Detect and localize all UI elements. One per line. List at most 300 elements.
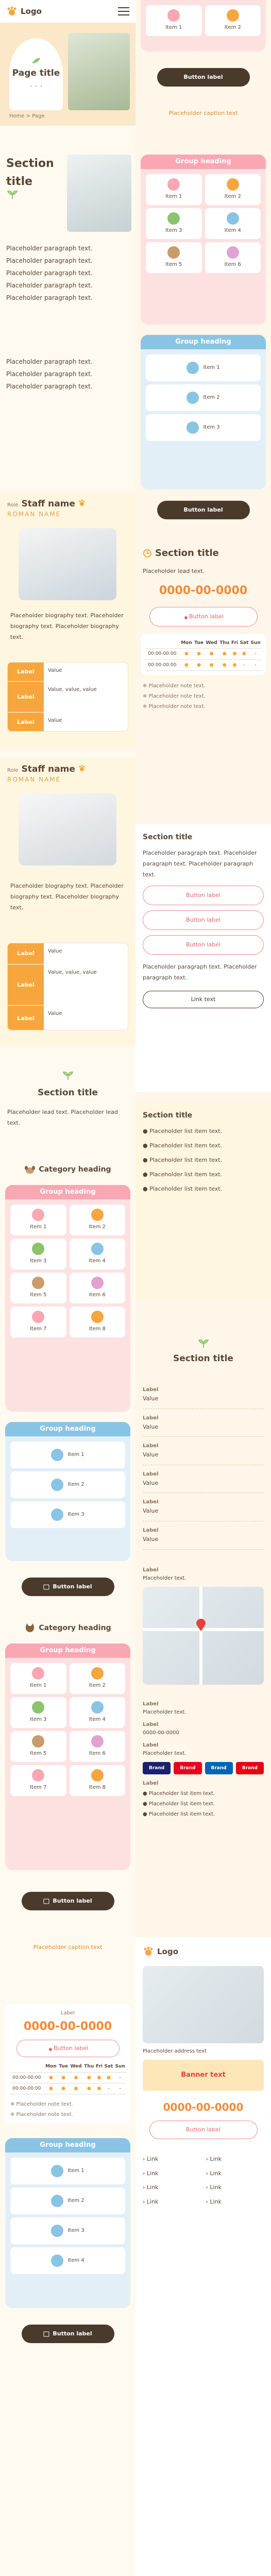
visit-item: ● Placeholder list item text. [143, 1128, 223, 1135]
reserve-button[interactable]: Button label [22, 1578, 114, 1596]
subject-label: Item 5 [30, 1751, 47, 1756]
table-cell: ● [69, 2083, 83, 2094]
emergency-button[interactable] [143, 935, 264, 955]
subject-label: Item 2 [224, 194, 241, 199]
subject-label: Item 2 [224, 25, 241, 30]
subject-item[interactable] [70, 1307, 126, 1337]
prevent-label: Item 2 [67, 1482, 84, 1487]
breadcrumb: Home > Page [9, 113, 45, 119]
footer-link[interactable]: › Link [143, 2184, 159, 2191]
table-cell: ● [180, 659, 193, 670]
overview-row [143, 1437, 264, 1465]
subjects-title: Section title [38, 1087, 98, 1098]
dog-prevent-box [5, 1422, 130, 1561]
emergency-link[interactable]: Link text [143, 991, 264, 1008]
cta-bubble: Placeholder caption text [168, 110, 238, 116]
pay-brands [143, 1762, 264, 1774]
bottom-left-contact [5, 2004, 130, 2123]
bl-prevent-head: Group heading [5, 2138, 130, 2153]
table-header: Wed [69, 2061, 83, 2072]
overview-row [143, 1409, 264, 1437]
pay-brand: Brand [174, 1762, 201, 1774]
cat-medical-head: Group heading [5, 1643, 130, 1658]
other-item: ● Placeholder list item text. [143, 1791, 215, 1797]
bl-prevent-list [5, 2153, 130, 2279]
table-cell: 00:00-00:00 [9, 2072, 44, 2083]
profile-label: Label [8, 682, 44, 712]
policy-title: Section title [6, 157, 54, 189]
note-item: ※ Placeholder note text. [10, 2112, 73, 2118]
staff-1-profile-table [7, 662, 128, 732]
access-label: Label [143, 1567, 159, 1573]
sprout-icon [6, 191, 19, 199]
footer-address: Placeholder address text [143, 2048, 207, 2054]
prevent-item[interactable] [10, 1501, 125, 1528]
hours-title: Section title [155, 548, 219, 558]
tel-label: Label [61, 2010, 75, 2016]
table-cell: ● [180, 649, 193, 659]
note-item: ※ Placeholder note text. [143, 693, 206, 699]
dog-reserve-wrap [0, 1571, 136, 1602]
footer-link[interactable]: › Link [206, 2184, 222, 2191]
profile-label: Label [8, 663, 44, 681]
subject-icon [32, 1311, 44, 1323]
subject-item[interactable] [10, 1205, 66, 1235]
prevent-label: Item 2 [67, 2198, 84, 2204]
prevent-label: Item 1 [67, 2168, 84, 2174]
footer-link[interactable]: › Link [206, 2156, 222, 2162]
subject-item[interactable] [70, 1697, 126, 1728]
clinic-photo [67, 155, 131, 232]
table-cell: ● [44, 2083, 58, 2094]
table-cell: ● [239, 649, 250, 659]
bottom-left-cta [0, 1942, 136, 2004]
r-prevent-head: Group heading [141, 335, 266, 349]
other-label: Label [143, 1781, 159, 1786]
subject-icon [32, 1243, 44, 1255]
table-cell: ● [193, 659, 205, 670]
footer-logo[interactable]: Logo [136, 1937, 271, 1966]
subject-item[interactable] [70, 1205, 126, 1235]
logo-text: Logo [21, 7, 42, 16]
footer-link[interactable]: › Link [206, 2198, 222, 2205]
hours-section [136, 546, 271, 814]
sprout-icon [136, 1340, 271, 1352]
prevent-icon [187, 421, 199, 434]
r-medical-head: Group heading [141, 155, 266, 169]
overview-head [136, 1319, 271, 1381]
staff-1-role: Role [7, 502, 19, 508]
subject-icon [167, 212, 180, 225]
subjects-lead: Placeholder lead text. Placeholder lead text. [7, 1108, 118, 1126]
profile-label: Label [8, 964, 44, 1005]
access-map[interactable] [143, 1587, 264, 1685]
dog-medical-head: Group heading [5, 1185, 130, 1199]
table-header: Sun [249, 638, 262, 649]
subject-item[interactable] [70, 1731, 126, 1762]
subject-label: Item 2 [89, 1224, 106, 1230]
staff-card-2 [0, 757, 136, 1046]
note-item: ※ Placeholder note text. [143, 683, 206, 689]
table-header: Thu [83, 2061, 95, 2072]
policy-body: Placeholder paragraph text. Placeholder paragraph text. Placeholder paragraph text. Placeholder paragraph text. Placeholder paragraph text. [6, 245, 93, 301]
hours-table [9, 2061, 126, 2094]
subject-label: Item 1 [165, 194, 182, 199]
info-block [136, 1700, 271, 1917]
overview-value: Value [143, 1507, 159, 1515]
web-reserve-button[interactable]: Button label [16, 2040, 120, 2057]
web-reserve-button[interactable]: Button label [149, 607, 258, 626]
footer-links [136, 2144, 271, 2216]
staff-2-name: Staff name [21, 764, 75, 774]
footer [136, 1937, 271, 2576]
staff-2-photo [19, 793, 116, 866]
subject-label: Item 6 [89, 1292, 106, 1298]
paw-icon [78, 499, 86, 506]
bl-reserve-wrap [0, 2318, 136, 2349]
calendar-icon [43, 1898, 49, 1904]
prevent-label: Item 1 [203, 365, 220, 370]
prevent-item[interactable] [146, 414, 261, 441]
overview-label: Label [143, 1387, 159, 1393]
subject-icon [227, 178, 239, 191]
table-cell: - [104, 2083, 114, 2094]
emergency-button[interactable] [143, 910, 264, 930]
subject-label: Item 8 [89, 1785, 106, 1790]
subject-label: Item 1 [165, 25, 182, 30]
profile-value: Value, value, value [48, 970, 97, 975]
subject-item[interactable] [70, 1765, 126, 1796]
emergency-button-label: Button label [186, 941, 221, 948]
subject-icon [227, 212, 239, 225]
prevent-item[interactable] [10, 2247, 125, 2274]
subject-label: Item 5 [165, 262, 182, 267]
table-header: Fri [230, 638, 239, 649]
prevent-icon [51, 2225, 63, 2237]
subject-icon [227, 9, 239, 22]
emergency-title: Section title [143, 833, 193, 841]
staff-1-photo [19, 528, 116, 600]
dog-heading [0, 1159, 136, 1180]
other-item: ● Placeholder list item text. [143, 1811, 215, 1817]
reserve-button[interactable]: Button label [22, 1892, 114, 1910]
emergency-buttons [136, 886, 271, 955]
leaf-icon [31, 57, 41, 64]
prevent-label: Item 3 [67, 1512, 84, 1517]
subject-item[interactable] [70, 1273, 126, 1303]
site-logo[interactable] [6, 5, 42, 18]
dog-icon [24, 1165, 36, 1174]
subject-label: Item 4 [89, 1717, 106, 1722]
profile-value: Value [48, 948, 62, 954]
parking-label: Label [143, 1701, 159, 1707]
reserve-button[interactable]: Button label [22, 2325, 114, 2343]
hours-lead: Placeholder lead text. [143, 567, 205, 574]
subject-label: Item 4 [89, 1258, 106, 1264]
subject-item[interactable] [10, 1307, 66, 1337]
emergency-section [136, 824, 271, 1092]
cat-icon [24, 1623, 36, 1633]
profile-value: Value, value, value [48, 687, 97, 692]
table-cell: ● [193, 649, 205, 659]
overview-row [143, 1521, 264, 1550]
subject-item[interactable] [10, 1731, 66, 1762]
subject-item[interactable] [205, 5, 261, 36]
subject-item[interactable] [10, 1239, 66, 1269]
hours-notes [136, 680, 271, 715]
prevent-label: Item 3 [67, 2228, 84, 2233]
table-header: Wed [205, 638, 218, 649]
table-cell: - [114, 2072, 126, 2083]
right-column [136, 0, 271, 2576]
overview-value: Value [143, 1451, 159, 1459]
footer-web-button[interactable]: Button label [149, 2121, 258, 2139]
overview-value: Value [143, 1535, 159, 1543]
subject-label: Item 6 [224, 262, 241, 267]
staff-card-1 [0, 492, 136, 750]
cat-heading [0, 1618, 136, 1638]
subject-icon [91, 1209, 104, 1221]
overview-label: Label [143, 1499, 159, 1505]
emergency-body-2: Placeholder paragraph text. Placeholder paragraph text. [143, 963, 257, 981]
table-header: Mon [180, 638, 193, 649]
table-cell: ● [218, 649, 230, 659]
subject-label: Item 2 [89, 1683, 106, 1688]
visit-item: ● Placeholder list item text. [143, 1171, 223, 1178]
pay-brand: Brand [205, 1762, 233, 1774]
footer-link[interactable]: › Link [143, 2198, 159, 2205]
subject-icon [91, 1243, 104, 1255]
hours-table [145, 638, 262, 671]
table-cell: ● [205, 649, 218, 659]
r-bubble [136, 98, 271, 155]
prevent-item[interactable] [10, 2217, 125, 2244]
subject-label: Item 6 [89, 1751, 106, 1756]
sprout-icon [0, 1072, 136, 1084]
prevent-icon [51, 1509, 63, 1521]
hours-notes [5, 2098, 130, 2123]
cat-reserve-wrap [0, 1886, 136, 1917]
table-cell: ● [58, 2083, 69, 2094]
subject-label: Item 7 [30, 1785, 47, 1790]
hours-card [141, 634, 266, 675]
table-cell: - [249, 649, 262, 659]
emergency-body: Placeholder paragraph text. Placeholder paragraph text. Placeholder paragraph text. [143, 850, 257, 878]
profile-value: Value [48, 1011, 62, 1016]
subject-label: Item 4 [224, 228, 241, 233]
table-header [9, 2061, 44, 2072]
overview-value: Value [143, 1479, 159, 1486]
staff-1-name: Staff name [21, 499, 75, 509]
table-header [145, 638, 180, 649]
subject-icon [91, 1769, 104, 1782]
table-cell: ● [95, 2072, 103, 2083]
prevent-item[interactable] [10, 1471, 125, 1498]
prevent-item[interactable] [146, 354, 261, 381]
emergency-button-label: Button label [186, 892, 221, 899]
pay-brand: Brand [143, 1762, 171, 1774]
parking-text: Placeholder text. [143, 1709, 187, 1715]
table-header: Tue [193, 638, 205, 649]
subject-item[interactable] [10, 1697, 66, 1728]
overview-list [136, 1381, 271, 1566]
map-pin-icon [196, 1619, 206, 1631]
subjects-intro [0, 1061, 136, 1154]
overview-label: Label [143, 1527, 159, 1533]
phone-text: 0000-00-0000 [143, 1730, 179, 1736]
pay-label: Label [143, 1742, 159, 1748]
footer-map[interactable] [143, 1966, 264, 2043]
table-cell: - [249, 659, 262, 670]
subject-label: Item 3 [165, 228, 182, 233]
subject-icon [91, 1277, 104, 1289]
subject-item[interactable] [205, 174, 261, 205]
table-cell: ● [69, 2072, 83, 2083]
hero-title-badge: Page title ・・・ [9, 38, 63, 110]
reserve-button[interactable]: Button label [157, 68, 250, 87]
tel-number[interactable]: 0000-00-0000 [23, 2020, 112, 2033]
prevent-item[interactable] [10, 2188, 125, 2214]
subject-item[interactable] [10, 1663, 66, 1694]
subject-icon [91, 1735, 104, 1748]
policy-section [0, 155, 136, 443]
cta-bubble: Placeholder caption text [33, 1944, 103, 1951]
subject-item[interactable] [146, 242, 202, 273]
dog-medical-box [5, 1185, 130, 1412]
prevent-icon [51, 1479, 63, 1491]
tel-number[interactable]: 0000-00-0000 [159, 584, 248, 597]
overview-label: Label [143, 1471, 159, 1477]
overview-label: Label [143, 1415, 159, 1421]
prevent-label: Item 4 [67, 2258, 84, 2263]
cat-medical-box [5, 1643, 130, 1870]
r-reserve-wrap [136, 62, 271, 93]
other-item: ● Placeholder list item text. [143, 1801, 215, 1807]
dog-medical-grid [5, 1199, 130, 1343]
footer-link[interactable]: › Link [143, 2156, 159, 2162]
table-header: Sat [239, 638, 250, 649]
footer-link[interactable]: › Link [143, 2170, 159, 2177]
emergency-button[interactable] [143, 886, 264, 905]
paw-logo-icon [143, 1946, 154, 1957]
visit-item: ● Placeholder list item text. [143, 1185, 223, 1192]
r-prevent-box [141, 335, 266, 489]
subject-icon [167, 178, 180, 191]
subject-icon [32, 1701, 44, 1714]
subject-item[interactable] [10, 1273, 66, 1303]
subject-item[interactable] [10, 1765, 66, 1796]
table-header: Thu [218, 638, 230, 649]
table-cell: ● [58, 2072, 69, 2083]
subject-item[interactable] [70, 1239, 126, 1269]
subject-icon [32, 1667, 44, 1680]
profile-label: Label [8, 1006, 44, 1030]
prevent-icon [51, 2165, 63, 2177]
footer-link[interactable]: › Link [206, 2170, 222, 2177]
calendar-icon [43, 2331, 49, 2337]
access-block [136, 1566, 271, 1695]
reserve-button[interactable]: Button label [157, 501, 250, 519]
profile-value: Value [48, 718, 62, 723]
hero-title: Page title [12, 68, 60, 79]
footer-banner[interactable]: Banner text [143, 2060, 264, 2091]
table-cell: - [239, 659, 250, 670]
table-cell: 00:00-00:00 [145, 649, 180, 659]
subject-label: Item 1 [30, 1224, 47, 1230]
subject-icon [32, 1277, 44, 1289]
subject-item[interactable] [70, 1663, 126, 1694]
subject-label: Item 8 [89, 1326, 106, 1332]
table-header: Sun [114, 2061, 126, 2072]
dog-title: Category heading [39, 1165, 111, 1174]
prevent-icon [51, 1449, 63, 1461]
staff-2-photo-frame [19, 793, 116, 866]
profile-label: Label [8, 713, 44, 732]
subject-item[interactable] [146, 208, 202, 239]
table-cell: ● [83, 2083, 95, 2094]
r-top-grid [141, 0, 266, 52]
prevent-icon [51, 2255, 63, 2267]
subject-label: Item 7 [30, 1326, 47, 1332]
paw-logo-icon [6, 6, 18, 17]
overview-title: Section title [173, 1353, 233, 1364]
hero-section [0, 23, 136, 126]
subject-item[interactable] [205, 208, 261, 239]
paw-icon [183, 614, 189, 620]
overview-row [143, 1493, 264, 1521]
prevent-item[interactable] [10, 2158, 125, 2184]
prevent-icon [51, 2195, 63, 2207]
paw-icon [78, 765, 86, 772]
table-header: Mon [44, 2061, 58, 2072]
note-item: ※ Placeholder note text. [10, 2102, 73, 2108]
staff-1-roman: ROMAN NAME [7, 511, 61, 518]
subject-item[interactable] [146, 5, 202, 36]
staff-1-photo-frame [19, 528, 116, 600]
visit-section [136, 1103, 271, 1298]
prevent-item[interactable] [10, 1442, 125, 1468]
table-header: Sat [104, 2061, 114, 2072]
hamburger-icon[interactable] [118, 7, 129, 16]
emergency-button-label: Button label [186, 917, 221, 924]
overview-value: Value [143, 1423, 159, 1430]
cat-medical-grid [5, 1658, 130, 1801]
subject-icon [32, 1209, 44, 1221]
visit-title: Section title [143, 1111, 193, 1120]
visit-list [136, 1121, 271, 1199]
table-cell: ● [95, 2083, 103, 2094]
pay-brand: Brand [236, 1762, 264, 1774]
subject-icon [91, 1311, 104, 1323]
hero-photo [68, 33, 130, 110]
subject-item[interactable] [205, 242, 261, 273]
subject-label: Item 3 [30, 1717, 47, 1722]
table-cell: ● [230, 659, 239, 670]
subject-icon [167, 246, 180, 259]
subject-icon [91, 1701, 104, 1714]
subject-item[interactable] [146, 174, 202, 205]
table-cell: - [114, 2083, 126, 2094]
footer-tel[interactable]: 0000-00-0000 [163, 2101, 244, 2113]
policy-body-2: Placeholder paragraph text. Placeholder paragraph text. Placeholder paragraph text. [6, 358, 93, 390]
r-medical-grid [141, 169, 266, 278]
prevent-item[interactable] [146, 384, 261, 411]
dog-prevent-head: Group heading [5, 1422, 130, 1436]
table-header: Tue [58, 2061, 69, 2072]
table-cell: ● [218, 659, 230, 670]
subject-icon [32, 1735, 44, 1748]
calendar-icon [43, 1584, 49, 1590]
